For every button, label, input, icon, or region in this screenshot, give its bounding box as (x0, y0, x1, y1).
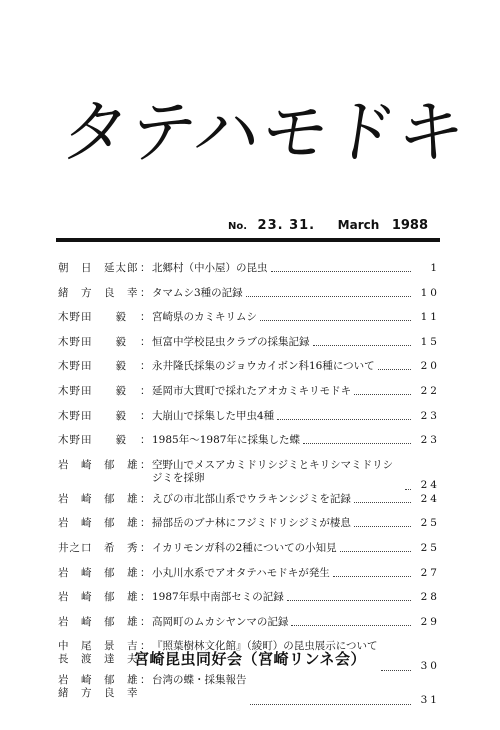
dot-leader (340, 551, 411, 552)
toc-page-number: 25 (420, 541, 440, 554)
toc-page-number: 25 (420, 517, 440, 530)
toc-row (58, 360, 440, 385)
toc-article-title: えびの市北部山系でウラキンシジミを記録 (152, 492, 351, 505)
toc-separator: ： (140, 262, 151, 274)
toc-page-number: 29 (420, 615, 440, 628)
toc-author-name: 岩 崎 郁 雄 (58, 492, 139, 505)
toc-author-name: 岩 崎 郁 雄 (58, 591, 139, 604)
dot-leader (313, 345, 412, 346)
toc-author (58, 385, 140, 398)
toc-separator: ： (140, 360, 151, 373)
toc-author-name: 岩 崎 郁 雄 (58, 566, 139, 579)
toc-author (58, 262, 140, 275)
toc-article-title: 延岡市大貫町で採れたアオカミキリモドキ (152, 384, 352, 397)
issue-year: 1988 (391, 218, 428, 233)
toc-author-name: 中 尾 景 吉 (58, 640, 139, 653)
toc-separator: ： (140, 640, 151, 653)
toc-article-title: 掃部岳のブナ林にフジミドリシジミが棲息 (152, 517, 351, 530)
toc-author (58, 434, 140, 447)
toc-article (152, 616, 440, 629)
toc-article (152, 262, 440, 275)
toc-article (152, 591, 440, 604)
toc-separator: ： (140, 615, 151, 628)
toc-page-number: 28 (420, 591, 440, 604)
toc-row (58, 410, 440, 435)
toc-separator: ： (140, 335, 151, 348)
dot-leader (354, 394, 411, 395)
toc-separator: ： (140, 492, 151, 505)
toc-author (58, 311, 140, 324)
toc-article-title: 恒富中学校昆虫クラブの採集記録 (152, 335, 310, 348)
toc-article (152, 517, 440, 530)
dot-leader (287, 600, 411, 601)
toc-row (58, 616, 440, 641)
toc-article (152, 674, 440, 708)
toc-row (58, 385, 440, 410)
toc-page-number: 15 (420, 335, 440, 348)
dot-leader (381, 670, 411, 671)
toc-author (58, 459, 140, 472)
toc-separator: ： (140, 517, 151, 530)
toc-article-title: イカリモンガ科の2種についての小知見 (152, 541, 337, 554)
toc-page-number: 24 (420, 478, 440, 491)
toc-author (58, 674, 140, 700)
toc-page-number: 10 (420, 286, 440, 299)
toc-article (152, 311, 440, 324)
dot-leader (354, 526, 411, 527)
toc-author-name: 緒 方 良 幸 (58, 687, 139, 700)
toc-article (152, 542, 440, 555)
toc-author (58, 493, 140, 506)
toc-row (58, 542, 440, 567)
toc-author-name: 岩 崎 郁 雄 (58, 458, 139, 471)
toc-author-name: 木野田 毅 (58, 409, 127, 422)
toc-author (58, 287, 140, 300)
toc-author-name: 岩 崎 郁 雄 (58, 615, 139, 628)
toc-author-name: 木野田 毅 (58, 384, 127, 397)
toc-author-name: 長 渡 達 夫 (58, 653, 139, 666)
toc-author (58, 616, 140, 629)
toc-article-title: 高岡町のムカシヤンマの記録 (152, 615, 289, 628)
toc-separator: ： (140, 541, 151, 554)
toc-page-number: 22 (420, 384, 440, 397)
toc-row (58, 287, 440, 312)
issue-prefix: No. (227, 221, 247, 232)
journal-title: タテハモドキ (56, 92, 472, 173)
dot-leader (271, 271, 412, 272)
toc-article (152, 360, 440, 373)
toc-author-name: 岩 崎 郁 雄 (58, 517, 139, 530)
toc-author (58, 360, 140, 373)
toc-author-name: 木野田 毅 (58, 311, 127, 324)
toc-page-number: 27 (420, 566, 440, 579)
table-of-contents (58, 262, 440, 708)
toc-author-name: 井之口 希 秀 (58, 541, 139, 554)
toc-separator: ： (140, 458, 151, 471)
issue-number: 23. 31. (257, 218, 316, 233)
toc-author (58, 567, 140, 580)
dot-leader (354, 502, 411, 503)
toc-row (58, 591, 440, 616)
toc-page-number: 23 (420, 409, 440, 422)
toc-row (58, 674, 440, 708)
toc-separator: ： (140, 311, 151, 324)
toc-article-title: 『照葉樹林文化館』（綾町）の昆虫展示について (152, 640, 378, 653)
dot-leader (333, 576, 411, 577)
dot-leader (303, 443, 411, 444)
toc-article (152, 336, 440, 349)
toc-article-title: 1985年～1987年に採集した蝶 (152, 434, 300, 447)
toc-row (58, 336, 440, 361)
toc-article (152, 459, 440, 493)
toc-author-name: 木野田 毅 (58, 360, 127, 373)
toc-author (58, 542, 140, 555)
toc-article-title: 台湾の蝶・採集報告 (152, 674, 247, 687)
toc-author (58, 410, 140, 423)
toc-row (58, 517, 440, 542)
toc-author-name: 緒 方 良 幸 (58, 286, 139, 299)
toc-separator: ： (140, 409, 151, 422)
toc-row (58, 262, 440, 287)
dot-leader (277, 419, 411, 420)
toc-article (152, 567, 440, 580)
toc-row (58, 567, 440, 592)
toc-row (58, 311, 440, 336)
toc-author-name: 岩 崎 郁 雄 (58, 674, 139, 687)
toc-page-number: 24 (420, 492, 440, 505)
toc-article (152, 493, 440, 506)
toc-author-name: 朝 日 延太郎 (58, 262, 139, 274)
publisher: 宮崎昆虫同好会（宮崎リンネ会） (133, 650, 367, 668)
toc-page-number: 31 (420, 694, 440, 707)
toc-author (58, 336, 140, 349)
dot-leader (405, 489, 411, 490)
toc-row (58, 459, 440, 493)
toc-article-title: タマムシ3種の記録 (152, 286, 243, 299)
toc-article (152, 410, 440, 423)
dot-leader (260, 320, 411, 321)
toc-separator: ： (140, 434, 151, 447)
toc-article-title: 宮崎県のカミキリムシ (152, 311, 257, 324)
dot-leader (378, 369, 411, 370)
toc-author (58, 591, 140, 604)
toc-page-number: 1 (430, 262, 440, 274)
toc-author-name: 木野田 毅 (58, 434, 127, 447)
toc-separator: ： (140, 674, 151, 687)
toc-page-number: 30 (420, 660, 440, 673)
toc-article-title: 永井隆氏採集のジョウカイボン科16種について (152, 360, 375, 373)
header-rule (56, 238, 440, 242)
issue-line (228, 218, 428, 233)
toc-article (152, 287, 440, 300)
toc-row (58, 434, 440, 459)
toc-article-title: 北郷村（中小屋）の昆虫 (152, 262, 268, 274)
toc-page-number: 23 (420, 434, 440, 447)
toc-article (152, 434, 440, 447)
toc-separator: ： (140, 384, 151, 397)
toc-article-title: 大崩山で採集した甲虫4種 (152, 409, 275, 422)
dot-leader (250, 704, 412, 705)
toc-author-name: 木野田 毅 (58, 335, 127, 348)
toc-row (58, 493, 440, 518)
issue-month: March (337, 218, 380, 232)
toc-article-title: 小丸川水系でアオタテハモドキが発生 (152, 566, 330, 579)
toc-separator: ： (140, 591, 151, 604)
toc-page-number: 11 (420, 311, 440, 324)
dot-leader (291, 625, 411, 626)
toc-author (58, 517, 140, 530)
toc-separator: ： (140, 566, 151, 579)
toc-article-title: 空野山でメスアカミドリシジミとキリシマミドリシジミを採卵 (152, 458, 394, 484)
toc-article (152, 385, 440, 398)
toc-page-number: 20 (420, 360, 440, 373)
toc-article-title: 1987年県中南部セミの記録 (152, 591, 284, 604)
toc-separator: ： (140, 286, 151, 299)
dot-leader (246, 296, 411, 297)
